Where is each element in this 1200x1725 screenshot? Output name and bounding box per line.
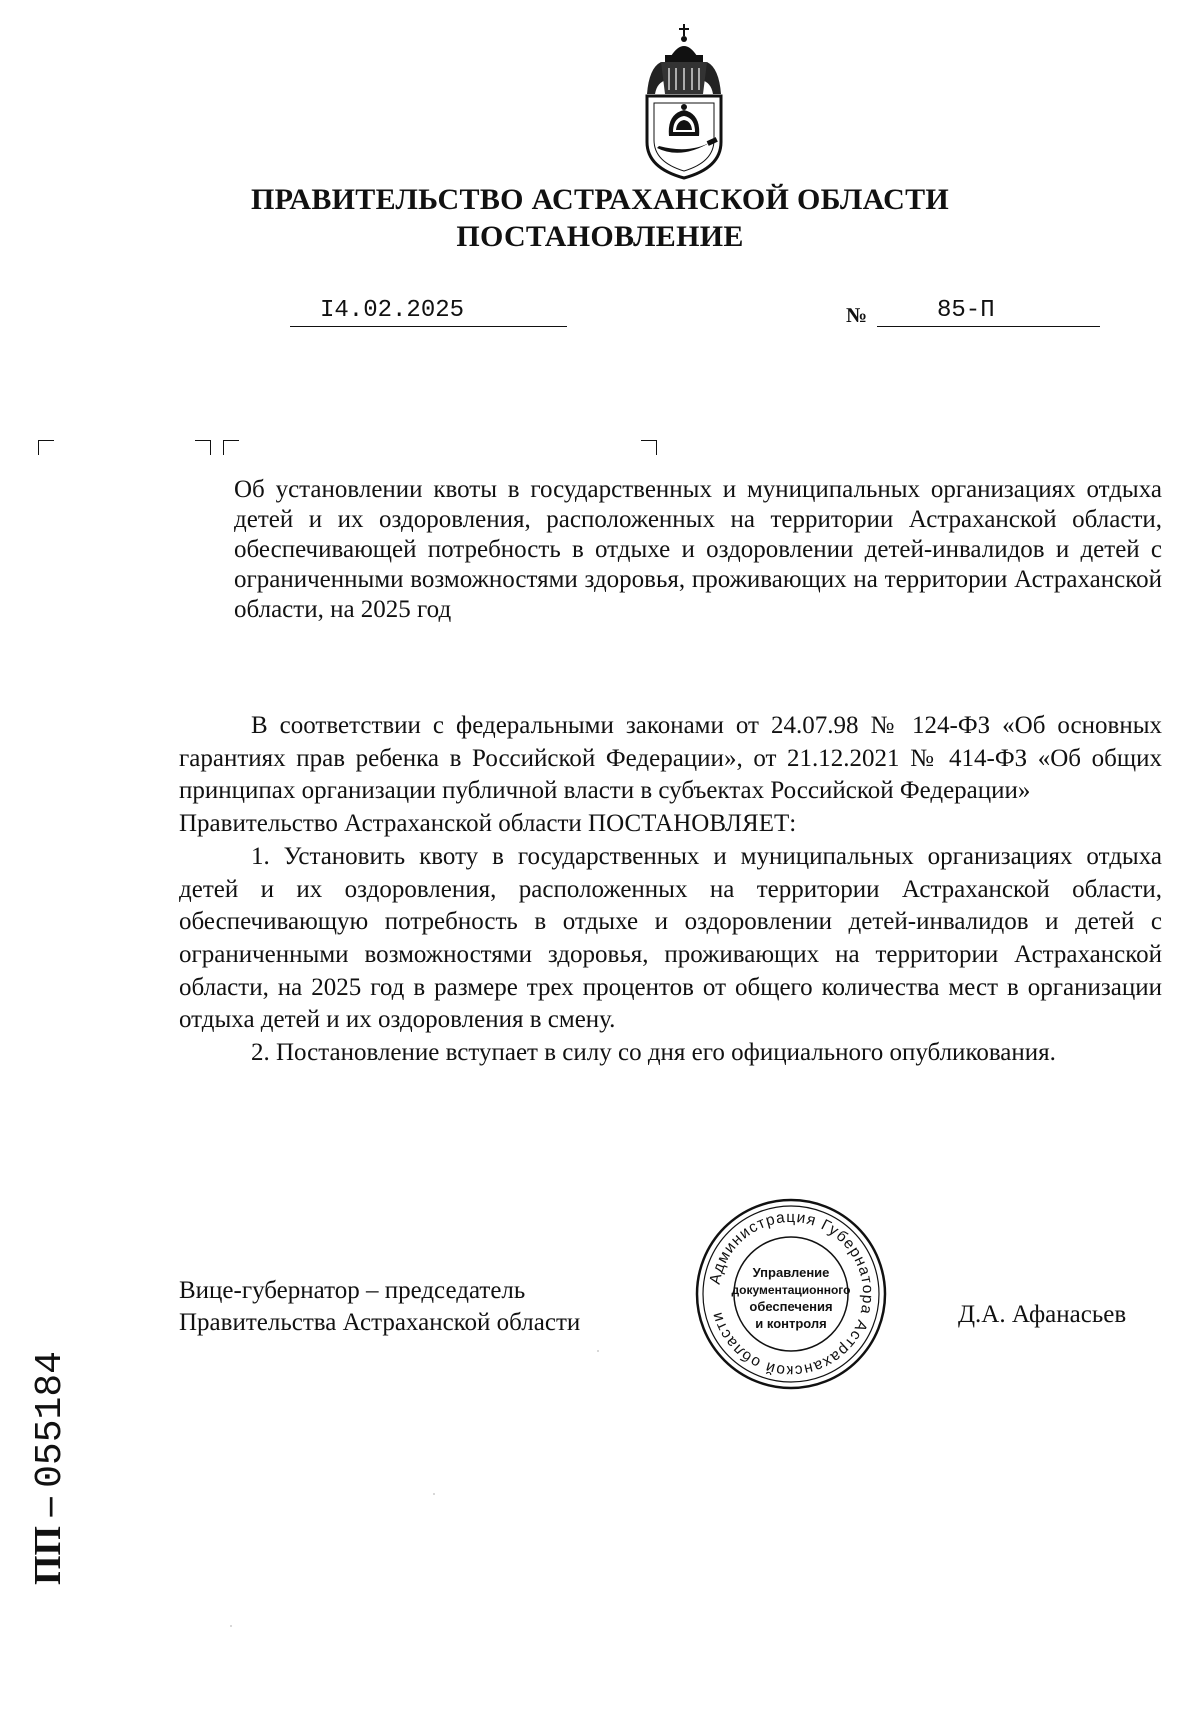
decree-item: 1. Установить квоту в государственных и муниципальных организациях отдыха детей и их оздоровления, расположенных на территории Астраханской области, обеспечивающую потребность в отдыхе и оздоровлении детей-инвалидов и детей с ограниченными возможностями здоровья, проживающих на территории Астраханской области, на 2025 год в размере трех процентов от общего количества мест в организации отдыха детей и их оздоровления в смену. — [179, 842, 1162, 1034]
corner-mark — [38, 440, 54, 455]
scan-speck — [230, 1625, 232, 1627]
coat-of-arms-icon — [643, 22, 725, 180]
document-subject: Об установлении квоты в государственных и муниципальных организациях отдыха детей и их оздоровления, расположенных на территории Астраханской области, обеспечивающей потребность в отдыхе и оздоровлении детей-инвалидов и детей с ограниченными возможностями здоровья, проживающих на территории Астраханской области, на 2025 год — [234, 476, 1162, 623]
corner-mark — [223, 440, 239, 455]
government-title: ПРАВИТЕЛЬСТВО АСТРАХАНСКОЙ ОБЛАСТИ — [250, 183, 950, 216]
corner-mark — [641, 440, 657, 455]
signer-position — [179, 1275, 580, 1339]
decree-item: 2. Постановление вступает в силу со дня его официального опубликования. — [251, 1039, 1056, 1067]
signer-name: Д.А. Афанасьев — [958, 1301, 1127, 1328]
document-date: I4.02.2025 — [290, 296, 567, 327]
seal-inner-line: документационного — [731, 1283, 851, 1297]
seal-inner-line: Управление — [752, 1265, 830, 1280]
preamble-paragraph: В соответствии с федеральными законами от 24.07.98 № 124-ФЗ «Об основных гарантиях прав ребенка в Российской Федерации», от 21.12.2021 № 414-ФЗ «Об общих принципах организации публичной власти в субъектах Российской Федерации» — [179, 712, 1162, 805]
document-body — [179, 710, 1162, 1070]
document-type-heading: ПОСТАНОВЛЕНИЕ — [456, 220, 744, 253]
form-serial-number — [20, 1315, 76, 1585]
official-seal-stamp — [693, 1196, 889, 1392]
signer-position-line: Вице-губернатор – председатель — [179, 1277, 526, 1304]
serial-number: 055184 — [29, 1351, 72, 1488]
seal-inner-line: и контроля — [755, 1316, 827, 1331]
document-number: 85-П — [877, 296, 1100, 327]
seal-inner-line: обеспечения — [749, 1299, 833, 1314]
corner-mark — [195, 440, 211, 455]
decree-line: Правительство Астраханской области ПОСТАНОВЛЯЕТ: — [179, 810, 797, 838]
number-label: № — [846, 303, 868, 327]
scan-speck — [433, 1493, 435, 1495]
signer-position-line: Правительства Астраханской области — [179, 1309, 581, 1336]
scan-speck — [597, 1350, 599, 1352]
serial-prefix: ПП – — [27, 1497, 69, 1585]
seal-outer-text: Администрация Губернатора Астраханской области — [706, 1208, 877, 1380]
